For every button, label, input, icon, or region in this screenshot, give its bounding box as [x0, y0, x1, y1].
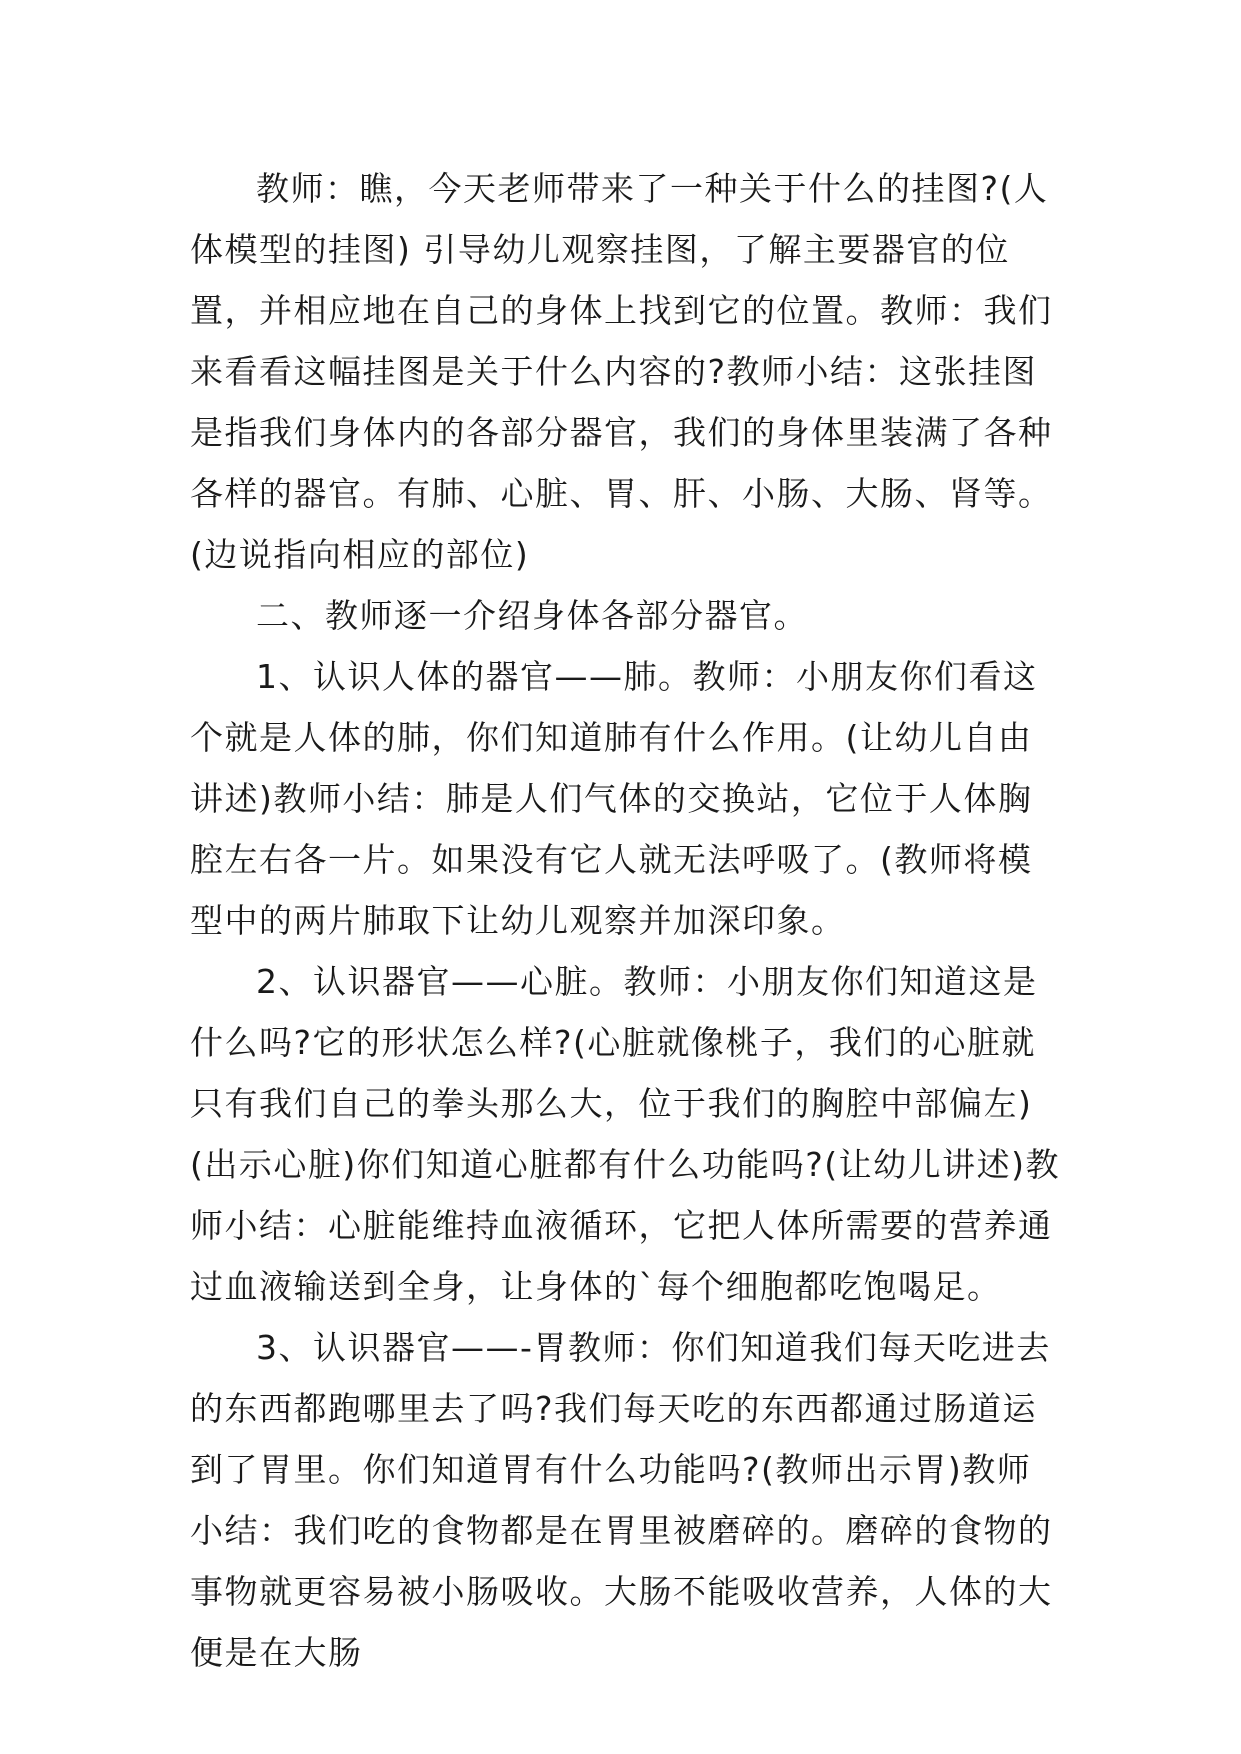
paragraph-lung: 1、认识人体的器官——肺。教师：小朋友你们看这个就是人体的肺，你们知道肺有什么作用。(让幼儿自由讲述)教师小结：肺是人们气体的交换站，它位于人体胸腔左右各一片。如果没有它人就无法呼吸了。(教师将模型中的两片肺取下让幼儿观察并加深印象。	[190, 657, 1038, 940]
paragraph-heart: 2、认识器官——心脏。教师：小朋友你们知道这是什么吗?它的形状怎么样?(心脏就像桃子，我们的心脏就只有我们自己的拳头那么大，位于我们的胸腔中部偏左)(出示心脏)你们知道心脏都有什么功能吗?(让幼儿讲述)教师小结：心脏能维持血液循环，它把人体所需要的营养通过血液输送到全身，让身体的`每个细胞都吃饱喝足。	[190, 962, 1061, 1306]
paragraph-stomach: 3、认识器官——-胃教师：你们知道我们每天吃进去的东西都跑哪里去了吗?我们每天吃的东西都通过肠道运到了胃里。你们知道胃有什么功能吗?(教师出示胃)教师小结：我们吃的食物都是在胃里被磨碎的。磨碎的食物的事物就更容易被小肠吸收。大肠不能吸收营养，人体的大便是在大肠	[190, 1328, 1053, 1672]
paragraph-section-heading: 二、教师逐一介绍身体各部分器官。	[256, 596, 808, 635]
document-body	[190, 158, 1062, 1683]
paragraph-intro: 教师：瞧，今天老师带来了一种关于什么的挂图?(人体模型的挂图) 引导幼儿观察挂图，了解主要器官的位置，并相应地在自己的身体上找到它的位置。教师：我们来看看这幅挂图是关于什么内容的?教师小结：这张挂图是指我们身体内的各部分器官，我们的身体里装满了各种各样的器官。有肺、心脏、胃、肝、小肠、大肠、肾等。(边说指向相应的部位)	[190, 169, 1053, 574]
